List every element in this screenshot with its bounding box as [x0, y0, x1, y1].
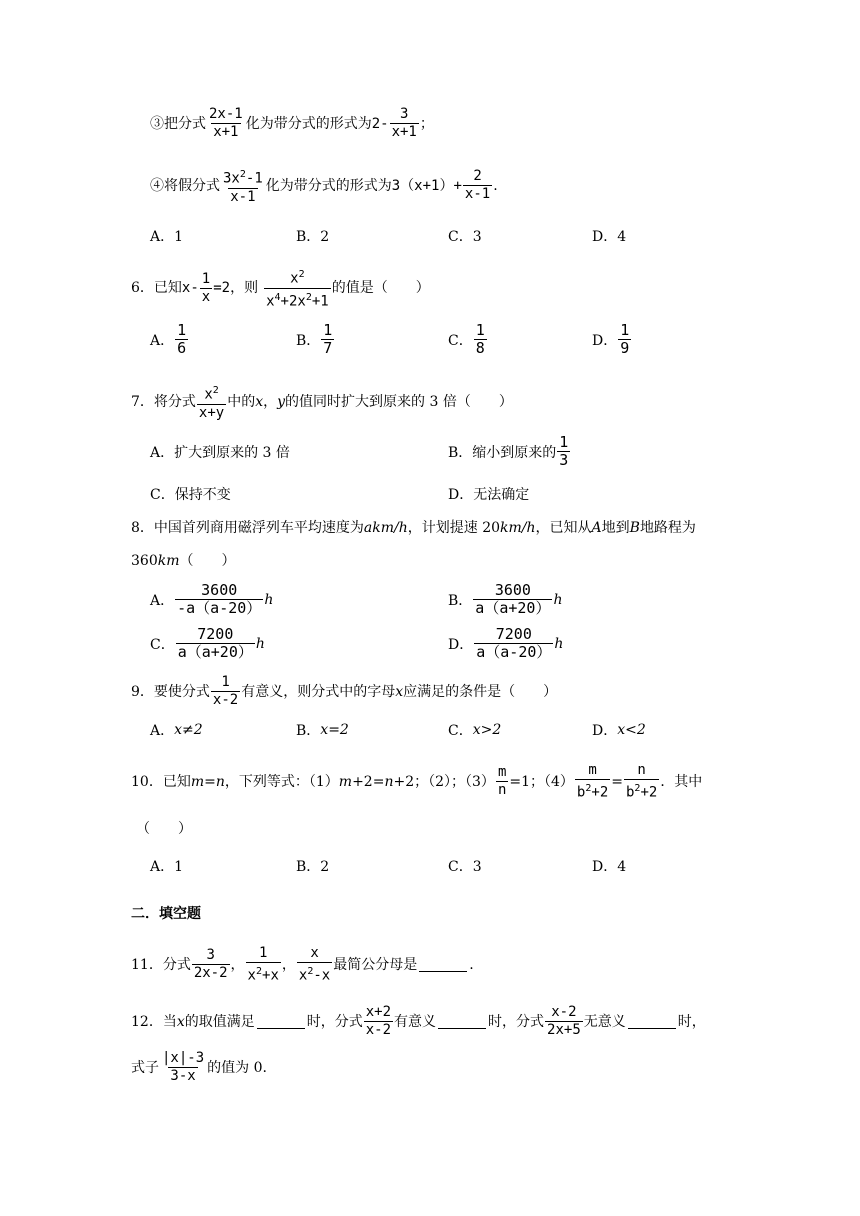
- q5-option-a: A．1: [150, 229, 184, 245]
- q6-text: x-: [181, 280, 199, 297]
- q8-text: ，已知从: [535, 520, 592, 536]
- q8-text: ，计划提速 20: [407, 520, 501, 536]
- fraction: $\frac{1}{x^2+x}$: [247, 945, 279, 984]
- q12-text: 有意义: [394, 1013, 437, 1030]
- fraction: $\frac{x-2}{2x+5}$: [547, 1004, 581, 1038]
- q7-text: ，: [263, 393, 278, 410]
- item-4-text: ④将假分式: [150, 177, 220, 194]
- q7-text: 中的: [227, 393, 256, 410]
- q8-text: A: [591, 520, 602, 536]
- fraction: $\frac{1}{x-2}$: [212, 674, 239, 708]
- q7-option-a: A．扩大到原来的 3 倍: [150, 445, 290, 461]
- q8-text: （ ）: [179, 553, 236, 569]
- item-4-text: .: [493, 177, 498, 194]
- item-4: [150, 166, 498, 206]
- q6-option-d: D． $\frac{1}{9}$: [592, 321, 630, 357]
- q10-text: m: [338, 773, 353, 790]
- q6-text: =2，则: [213, 280, 259, 297]
- question-12-line-2: [131, 1050, 267, 1085]
- q7-text: x: [255, 393, 264, 410]
- q12-text: 12．当: [131, 1013, 177, 1030]
- q8-text: B: [629, 520, 640, 536]
- fraction: $\frac{x+2}{x-2}$: [365, 1004, 392, 1038]
- question-9: [131, 674, 557, 709]
- answer-blank[interactable]: [419, 957, 467, 972]
- q5-option-d: D．4: [592, 229, 627, 245]
- fraction: $\frac{x^2}{x+y}$: [198, 385, 225, 421]
- q11-text: 最简公分母是: [333, 956, 418, 973]
- fraction: $\frac{m}{b^2+2}$: [576, 762, 609, 801]
- q11-text: .: [469, 956, 474, 973]
- q6-text: 的值是（ ）: [331, 280, 430, 297]
- q12-text: 的值为 0.: [207, 1059, 267, 1076]
- q7-text: 7．将分式: [131, 393, 196, 410]
- q10-text: ，下列等式：（1）: [224, 773, 339, 790]
- q10-text: n: [215, 773, 225, 790]
- fraction: $\frac{|x|-3}{3-x}$: [162, 1050, 205, 1084]
- item-4-text: 化为带分式的形式为: [265, 177, 392, 194]
- q7-text: 的值同时扩大到原来的 3 倍（ ）: [285, 393, 513, 410]
- q10-text: =: [204, 773, 216, 790]
- q6-option-b: B． $\frac{1}{7}$: [296, 321, 333, 357]
- fraction: $\frac{m}{n}$: [497, 764, 507, 799]
- q10-text: 10．已知: [131, 773, 191, 790]
- q8-text: 地路程为: [639, 520, 696, 536]
- question-10: [131, 762, 702, 802]
- question-6: [131, 266, 430, 310]
- item-3-text: 2-: [371, 115, 389, 132]
- q12-text: 式子: [131, 1059, 159, 1076]
- q8-option-c: C． $\frac{7200}{a(a+20)}$ h: [150, 625, 265, 661]
- q8-text: 地到: [601, 520, 630, 536]
- q12-text: 时，: [677, 1013, 706, 1030]
- q9-option-b: B． x=2: [296, 722, 349, 739]
- q12-text: x: [176, 1013, 185, 1030]
- q6-option-c: C． $\frac{1}{8}$: [448, 321, 485, 357]
- q9-option-a: A． x≠2: [150, 722, 203, 739]
- question-11: [131, 945, 474, 985]
- q10-option-c: C．3: [448, 859, 482, 875]
- q6-option-a: A． $\frac{1}{6}$: [150, 321, 187, 357]
- q10-option-b: B．2: [296, 859, 330, 875]
- answer-blank[interactable]: [257, 1014, 305, 1029]
- q12-text: 时，分式: [488, 1013, 545, 1030]
- q8-text: 360: [131, 553, 158, 569]
- q10-text: +2；（2）；（3）: [393, 773, 495, 790]
- q11-text: ，: [230, 956, 245, 973]
- q10-text: =: [611, 773, 623, 790]
- q10-option-a: A．1: [150, 859, 184, 875]
- q12-text: 时，分式: [306, 1013, 363, 1030]
- q9-option-c: C． x>2: [448, 722, 502, 739]
- q7-option-c: C．保持不变: [150, 487, 231, 503]
- question-12-line-1: [131, 1004, 706, 1039]
- fraction: $\frac{n}{b^2+2}$: [625, 762, 658, 801]
- q10-text: m: [190, 773, 205, 790]
- section-heading: 二．填空题: [131, 906, 201, 922]
- q11-text: 11．分式: [131, 956, 191, 973]
- q11-text: ，: [281, 956, 296, 973]
- q9-text: 9．要使分式: [131, 683, 210, 700]
- q10-text: ．其中: [660, 773, 703, 790]
- fraction: $\frac{2}{x-1}$: [464, 168, 491, 203]
- item-3: [150, 106, 434, 141]
- q7-text: y: [277, 393, 286, 410]
- q7-option-b: B．缩小到原来的 $\frac{1}{3}$: [448, 433, 569, 469]
- item-3-text: ③把分式: [150, 115, 206, 132]
- q10-option-d: D．4: [592, 859, 627, 875]
- question-10-answer-paren: （ ）: [136, 821, 192, 837]
- fraction: $\frac{3}{2x-2}$: [193, 947, 228, 982]
- fraction: $\frac{3x^2-1}{x-1}$: [223, 169, 263, 205]
- answer-blank[interactable]: [628, 1014, 676, 1029]
- q5-option-c: C．3: [448, 229, 482, 245]
- q9-text: 应满足的条件是（ ）: [403, 683, 558, 700]
- q9-option-d: D． x<2: [592, 722, 646, 739]
- question-8-line-1: [131, 518, 696, 538]
- q8-text: 8．中国首列商用磁浮列车平均速度为: [131, 520, 364, 536]
- q8-option-b: B． $\frac{3600}{a(a+20)}$ h: [448, 581, 563, 617]
- fraction: $\frac{x^2}{x^4+2x^2+1}$: [266, 269, 329, 310]
- question-7: [131, 382, 513, 422]
- q10-text: =1；（4）: [509, 773, 574, 790]
- item-3-text: ；: [419, 115, 434, 132]
- q5-option-b: B．2: [296, 229, 330, 245]
- fraction: $\frac{x}{x^2-x}$: [298, 945, 331, 984]
- q12-text: 无意义: [583, 1013, 626, 1030]
- fraction: $\frac{3}{x+1}$: [391, 106, 417, 140]
- q10-text: n: [384, 773, 394, 790]
- q7-option-d: D．无法确定: [448, 487, 530, 503]
- q12-text: 的取值满足: [184, 1013, 255, 1030]
- q8-text: km/h: [500, 520, 536, 536]
- q8-option-d: D． $\frac{7200}{a(a-20)}$ h: [448, 625, 564, 661]
- answer-blank[interactable]: [438, 1014, 486, 1029]
- q10-text: +2=: [352, 773, 385, 790]
- q8-text: km: [157, 553, 180, 569]
- fraction: $\frac{1}{x}$: [201, 270, 211, 305]
- question-8-line-2: [131, 551, 236, 571]
- q9-text: 有意义，则分式中的字母: [241, 683, 396, 700]
- item-3-text: 化为带分式的形式为: [245, 115, 372, 132]
- q9-text: x: [395, 683, 404, 700]
- item-4-text: 3（x+1）+: [391, 177, 462, 194]
- q8-text: akm/h: [363, 520, 408, 536]
- q8-option-a: A． $\frac{3600}{-a(a-20)}$ h: [150, 581, 274, 617]
- q6-text: 6．已知: [131, 280, 182, 297]
- fraction: $\frac{2x-1}{x+1}$: [209, 106, 243, 140]
